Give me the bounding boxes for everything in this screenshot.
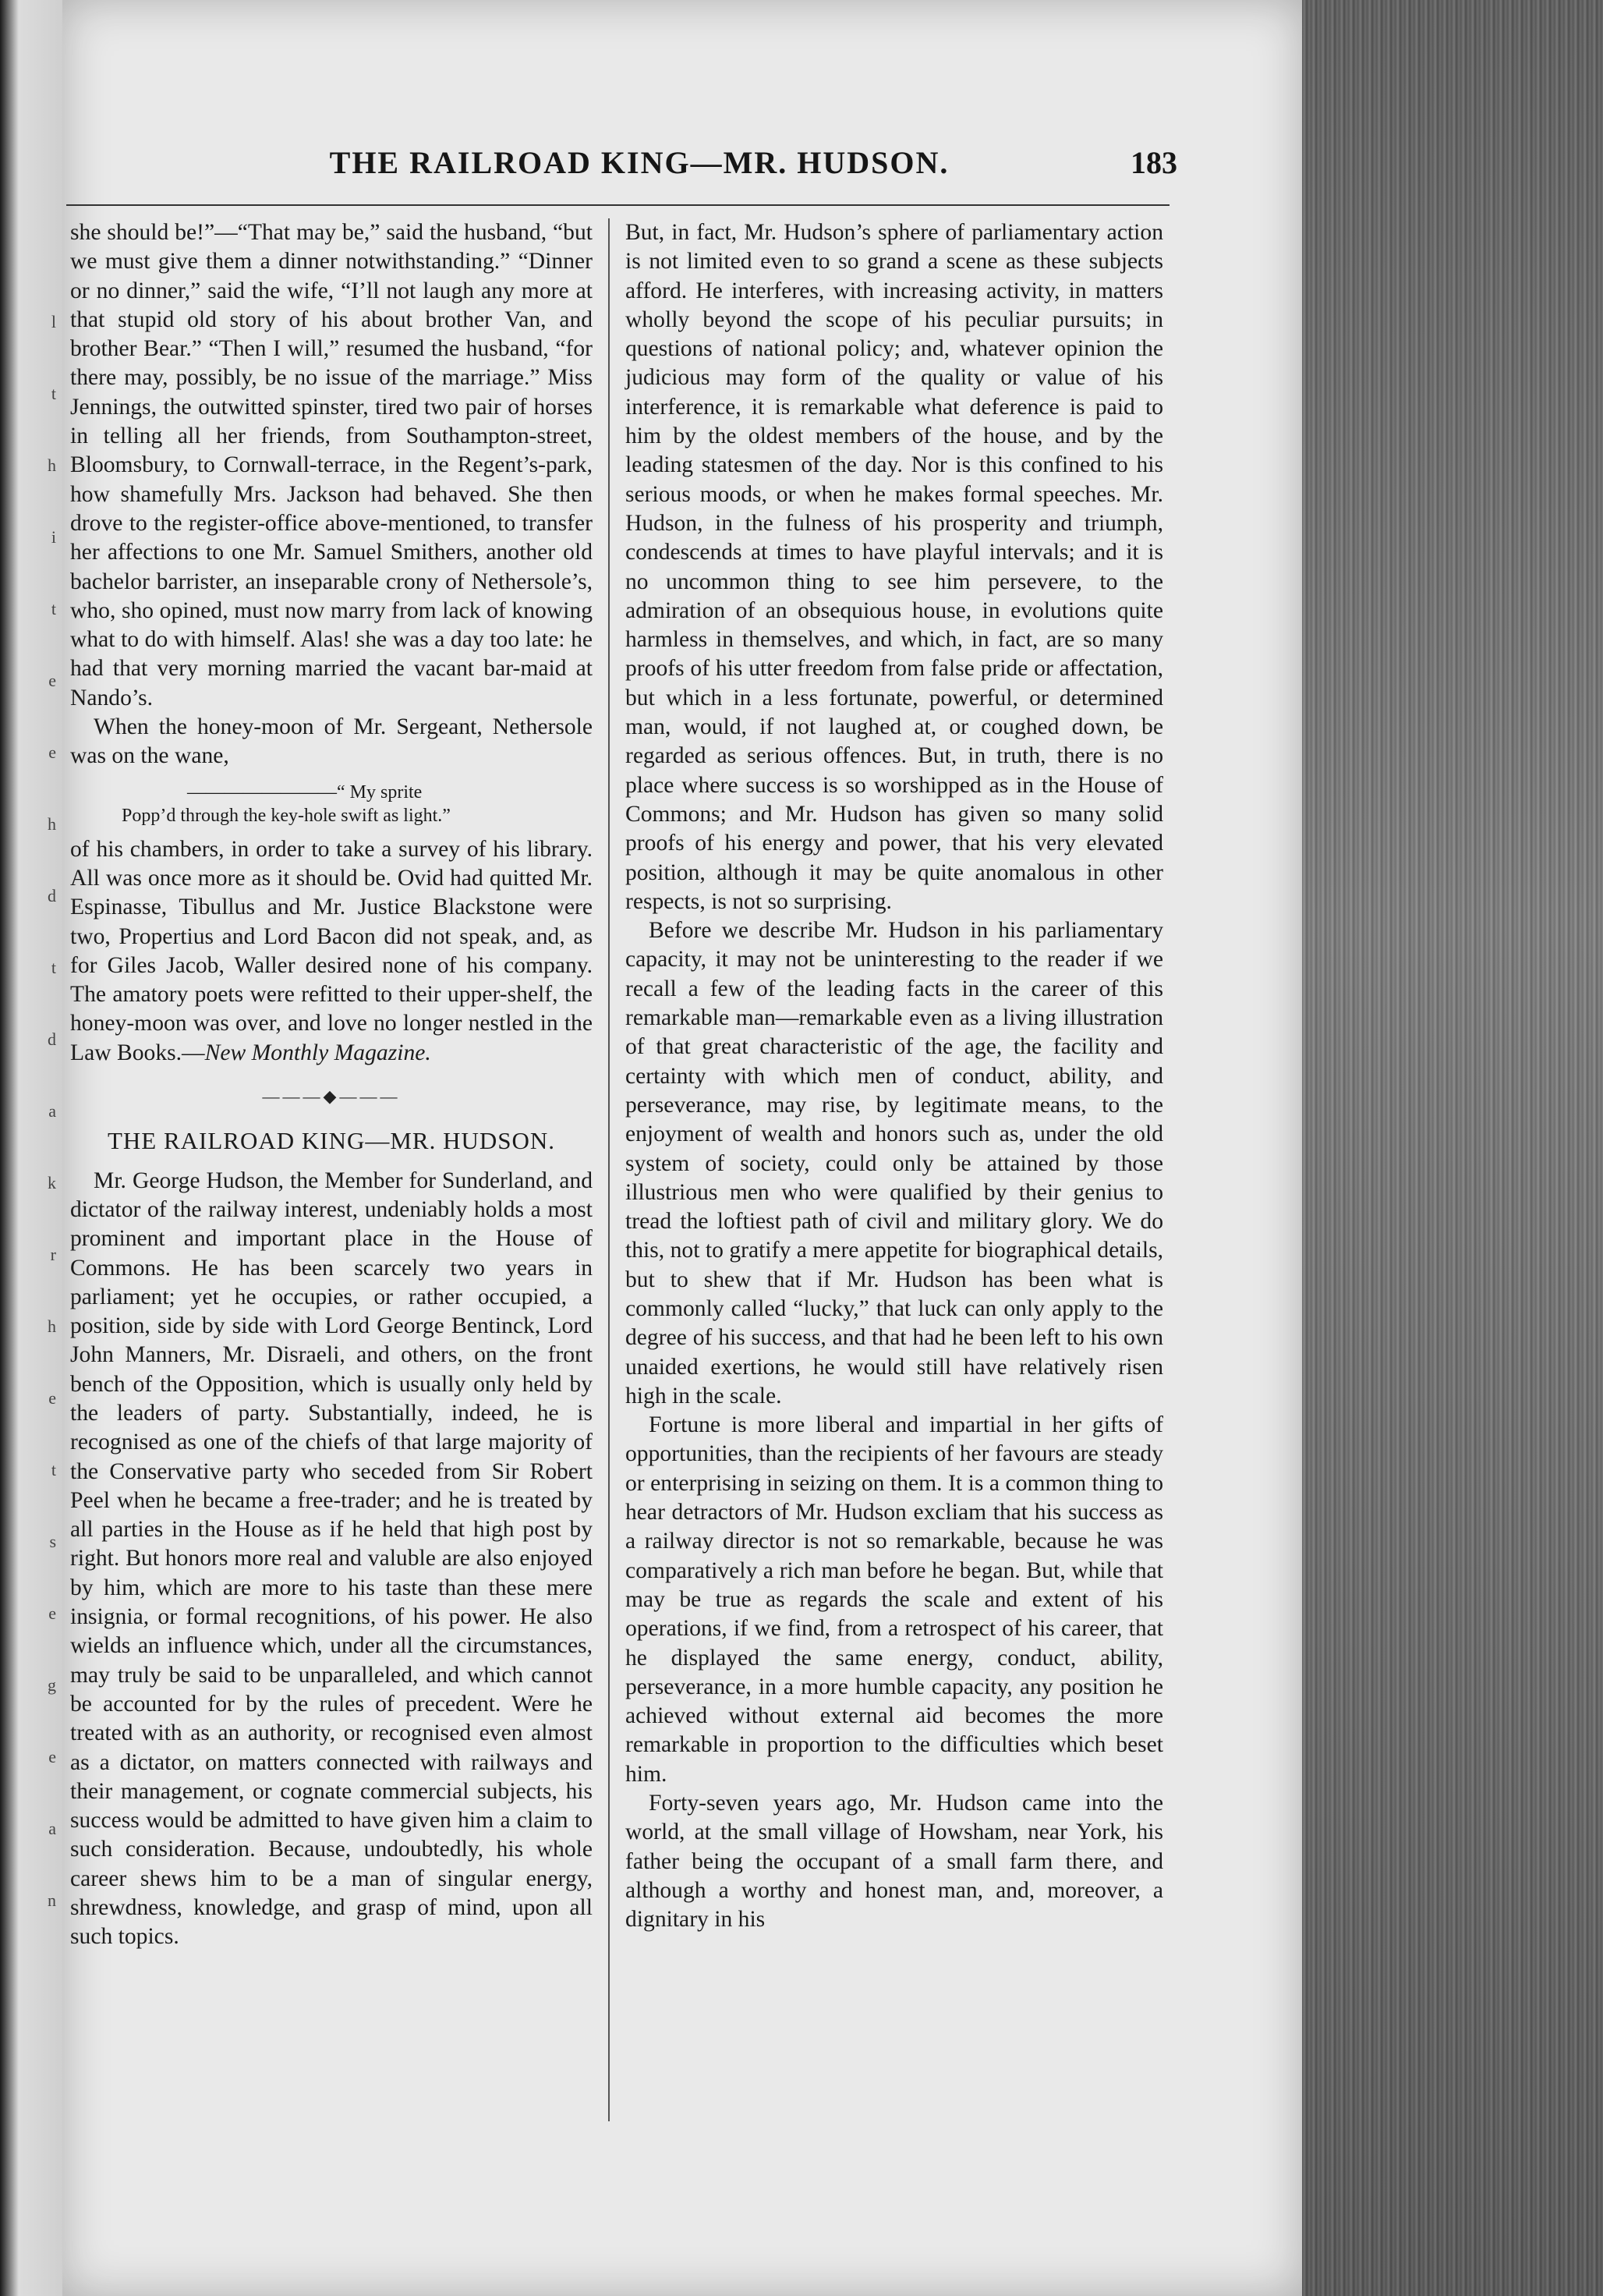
verse-line-1: ————————“ My sprite <box>187 781 423 803</box>
left-paragraph-3-text: of his chambers, in order to take a survey of his library. All was once more as it should be. Ovid had quitted Mr. Espinasse, Tibullus and Mr. Justice Blackstone were two, Propertius and Lord Bacon did not speak, and, as for Giles Jacob, Waller desired none of his company. The amatory poets were refitted to their upper-shelf, the honey-moon was over, and love no longer nestled in the Law Books.— <box>70 836 593 1065</box>
book-edge <box>1302 0 1603 2296</box>
margin-fragment: t <box>51 1460 56 1479</box>
page-title: THE RAILROAD KING—MR. HUDSON. <box>329 145 950 180</box>
margin-fragment: i <box>51 527 56 547</box>
right-paragraph-1: But, in fact, Mr. Hudson’s sphere of parliamentary action is not limited even to so grand a scene as these subjects afford. He interferes, with increasing activity, in matters wholly beyond the scope of his peculiar pursuits; in questions of national policy; and, whatever opinion the judicious may form of the quality or value of his interference, it is remarkable what deference is paid to him by the oldest members of the house, and by the leading statesmen of the day. Nor is this confined to his serious moods, or when he makes formal speeches. Mr. Hudson, in the fulness of his prosperity and triumph, condescends at times to have playful intervals; and it is no uncommon thing to see him persevere, to the admiration of an obsequious house, in evolutions quite harmless in themselves, and which, in fact, are so many proofs of his utter freedom from false pride or affectation, but which in a less fortunate, powerful, or determined man, would, if not laughed at, or coughed down, be regarded as serious offences. But, in truth, there is no place where success is so worshipped as in the House of Commons; and Mr. Hudson has given so many solid proofs of his energy and power, that his very elevated position, although it may be quite anomalous in other respects, is not so surprising. <box>625 220 1163 914</box>
margin-fragment: d <box>48 1029 56 1049</box>
left-paragraph-4: Mr. George Hudson, the Member for Sunderland, and dictator of the railway interest, undeniably holds a most prominent and important place in the House of Commons. He has been scarcely two years in parliament; yet he occupies, or rather occupied, a position, side by side with Lord George Bentinck, Lord John Manners, Mr. Disraeli, and others, on the front bench of the Opposition, which is usually only held by the leaders of party. Substantially, indeed, he is recognised as one of the chiefs of that large majority of the Conservative party who seceded from Sir Robert Peel when he became a free-trader; and he is treated by all parties in the House as if he held that high post by right. But honors more real and valuble are also enjoyed by him, which are more to his taste than these mere insignia, or formal recognitions, of his power. He also wields an influence which, under all the circumstances, may truly be said to be unparalleled, and which cannot be accounted for by the rules of precedent. Were he treated with as an authority, or recognised even almost as a dictator, on matters connected with railways and their management, or cognate commercial subjects, his success would be admitted to have given him a claim to such consideration. Because, undoubtedly, his whole career shews him to be a man of singular energy, shrewdness, knowledge, and grasp of mind, upon all such topics. <box>70 1167 593 1950</box>
margin-fragment: t <box>51 384 56 403</box>
left-paragraph-1: she should be!”—“That may be,” said the husband, “but we must give them a dinner notwithstanding.” “Dinner or no dinner,” said the wife, “I’ll not laugh any more at that stupid old story of his about brother Van, and brother Bear.” “Then I will,” resumed the husband, “for there may, possibly, be no issue of the marriage.” Miss Jennings, the outwitted spinster, tired two pair of horses in telling all her friends, from Southampton-street, Bloomsbury, to Cornwall-terrace, in the Regent’s-park, how shamefully Mrs. Jackson had behaved. She then drove to the register-office above-mentioned, to transfer her affections to one Mr. Samuel Smithers, another old bachelor barrister, an inseparable crony of Nethersole’s, who, sho opined, must now marry from lack of knowing what to do with himself. Alas! she was a day too late: he had that very morning married the vacant bar-maid at Nando’s. <box>70 220 593 710</box>
column-divider <box>608 218 610 2121</box>
margin-fragment: h <box>48 1316 56 1336</box>
left-paragraph-3 <box>70 835 593 1068</box>
section-ornament: ———◆——— <box>262 1086 401 1107</box>
right-paragraph-3: Fortune is more liberal and impartial in her gifts of opportunities, than the recipients of her favours are steady or enterprising in seizing on them. It is a common thing to hear detractors of Mr. Hudson excliam that his success as a railway director is not so remarkable, because he was comparatively a rich man before he began. But, while that may be true as regards the scale and extent of his operations, if we find, from a retrospect of his career, that he displayed the same energy, conduct, ability, perseverance, in a more humble capacity, any position he achieved without external aid becomes the more remarkable in proportion to the difficulties which beset him. <box>625 1412 1163 1787</box>
section-heading: THE RAILROAD KING—MR. HUDSON. <box>107 1127 556 1155</box>
right-column <box>625 218 1163 2137</box>
margin-fragment: t <box>51 599 56 618</box>
margin-fragment: k <box>48 1173 56 1192</box>
verse-line-2: Popp’d through the key-hole swift as light.” <box>122 805 451 826</box>
margin-fragment: n <box>48 1890 56 1910</box>
margin-fragment: r <box>50 1245 56 1264</box>
right-paragraph-4: Forty-seven years ago, Mr. Hudson came into the world, at the small village of Howsham, near York, his father being the occupant of a small farm there, and although a worthy and honest man, and, moreover, a dignitary in his <box>625 1791 1163 1933</box>
margin-fragment: e <box>48 1603 56 1623</box>
margin-fragment: d <box>48 886 56 905</box>
margin-fragment: h <box>48 814 56 834</box>
margin-fragment: s <box>49 1532 56 1551</box>
left-column <box>70 218 593 2137</box>
margin-fragment: e <box>48 1747 56 1766</box>
margin-fragment: e <box>48 1388 56 1408</box>
margin-fragment: e <box>48 742 56 762</box>
margin-fragment: h <box>48 455 56 475</box>
margin-fragment: a <box>48 1819 56 1838</box>
margin-fragment: l <box>51 312 56 331</box>
page-number: 183 <box>1131 145 1177 180</box>
adjacent-page-strip <box>0 0 62 2296</box>
margin-fragment: e <box>48 671 56 690</box>
left-paragraph-2: When the honey-moon of Mr. Sergeant, Nethersole was on the wane, <box>70 714 593 769</box>
margin-fragment: a <box>48 1101 56 1121</box>
margin-fragment: g <box>48 1675 56 1695</box>
right-paragraph-2: Before we describe Mr. Hudson in his parliamentary capacity, it may not be uninteresting to the reader if we recall a few of the leading facts in the career of this remarkable man—remarkable even as a living illustration of that great characteristic of the age, the facility and certainty with which men of conduct, ability, and perseverance, may rise, by legitimate means, to the enjoyment of wealth and honors such as, under the old system of society, could only be attained by those illustrious men who were qualified by their genius to tread the loftiest path of civil and military glory. We do this, not to gratify a mere appetite for biographical details, but to shew that if Mr. Hudson has been what is commonly called “lucky,” that luck can only apply to the degree of his success, and that had he been left to his own unaided exertions, he would still have relatively risen high in the scale. <box>625 918 1163 1408</box>
verse-quote <box>70 781 593 827</box>
source-citation: New Monthly Magazine. <box>204 1040 431 1065</box>
header-rule <box>66 204 1170 206</box>
margin-fragment: t <box>51 958 56 977</box>
running-header <box>117 144 1177 191</box>
